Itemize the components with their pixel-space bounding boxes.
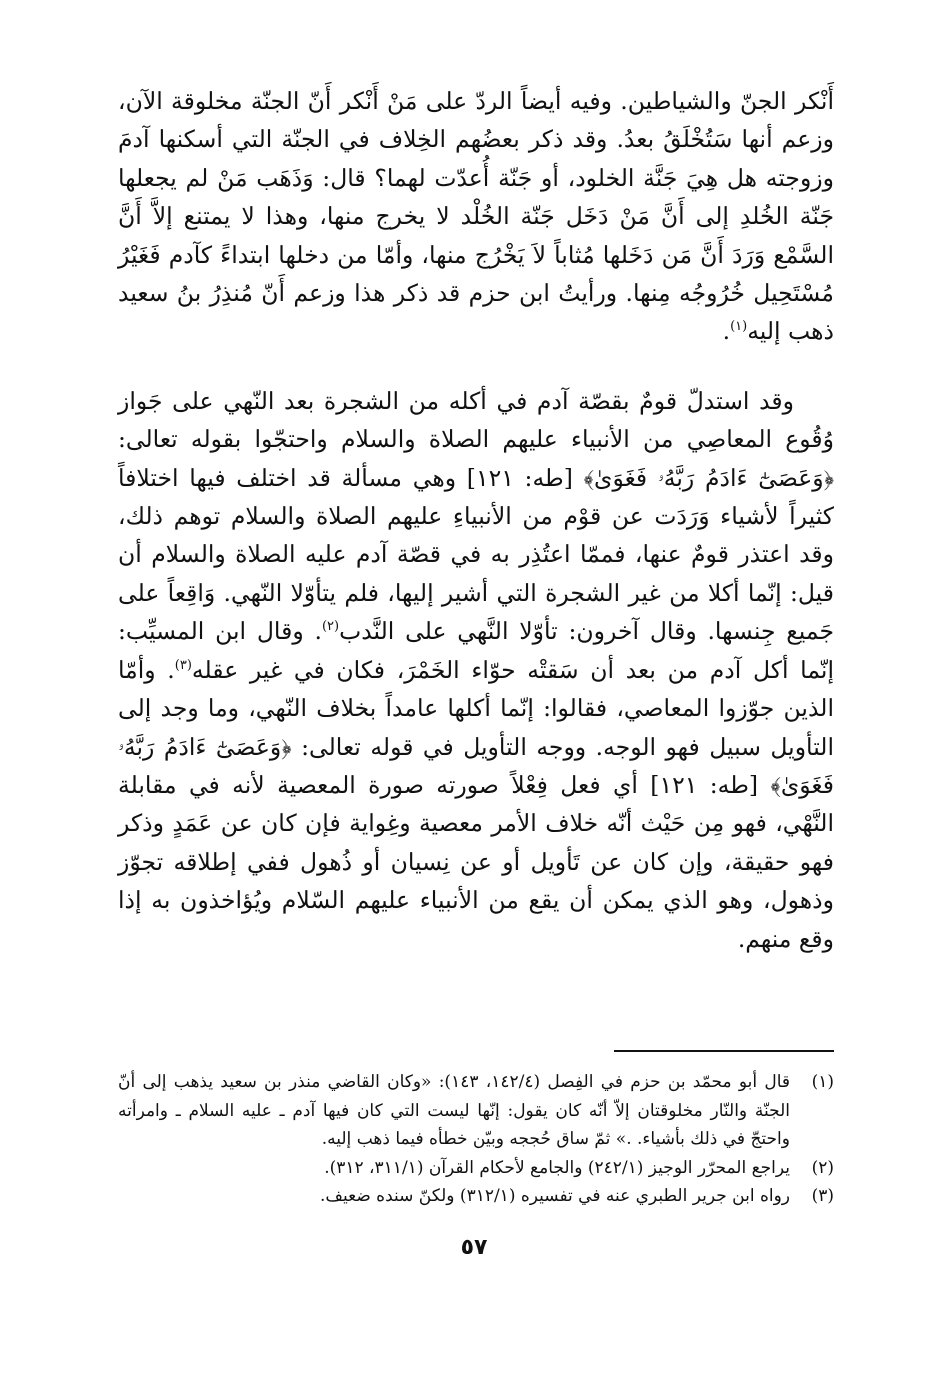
footnote-1 [118, 1068, 834, 1154]
footnote-text: رواه ابن جرير الطبري عنه في تفسيره (٣١٢/١) ولكنّ سنده ضعيف. [320, 1186, 790, 1206]
paragraph-2-text-c: . وأمّا الذين جوّزوا المعاصي، فقالوا: إنّما أكلها عامداً بخلاف النّهي، وما وجد إلى التأويل سبيل فهو الوجه. ووجه التأويل في قوله تعالى: ﴿وَعَصَىٰٓ ءَادَمُ رَبَّهُۥ فَغَوَىٰ﴾ [طه: ١٢١] أي فعل فِعْلاً صورته صورة المعصية لأنه في مقابلة النَّهْي، فهو مِن حَيْث أنّه خلاف الأمر معصية وغِواية فإن كان عن عَمَدٍ وذكر فهو حقيقة، وإن كان عن تَأويل أو عن نِسيان أو ذُهول ففي إطلاقه تجوّز وذهول، وهو الذي يمكن أن يقع من الأنبياء عليهم السّلام ويُؤاخذون به إذا وقع منهم. [118, 655, 835, 953]
paragraph-2-text-a: وقد استدلّ قومٌ بقصّة آدم في أكله من الشجرة بعد النّهي على جَواز وُقُوع المعاصِي من الأنبياء عليهم الصلاة والسلام واحتجّوا بقوله تعالى: ﴿وَعَصَىٰٓ ءَادَمُ رَبَّهُۥ فَغَوَىٰ﴾ [طه: ١٢١] وهي مسألة قد اختلف فيها اختلافاً كثيراً لأشياء وَرَدَت عن قوْم من الأنبياءِ عليهم الصلاة والسلام توهم ذلك، وقد اعتذر قومٌ عنها، فممّا اعتُذِر به في قصّة آدم عليه الصلاة والسلام أن قيل: إنّما أكلا من غير الشجرة التي أشير إليها، فلم يتأوّلا النّهي. وَاقِعاً على جَميع جِنسها. وقال آخرون: تأوّلا النَّهي على النَّدب [118, 386, 834, 646]
footnote-ref-1: (١) [730, 319, 748, 335]
footnotes [118, 1068, 834, 1211]
paragraph-2-text-b: . وقال ابن المسيِّب: إنّما أكل آدم من بعد أن سَقتْه حوّاء الخَمْرَ، فكان في غير عقله [118, 617, 834, 684]
paragraph-2 [118, 382, 834, 958]
footnote-number: (١) [811, 1072, 834, 1092]
footnote-text: قال أبو محمّد بن حزم في الفِصل (١٤٢/٤، ١٤٣): «وكان القاضي منذر بن سعيد يذهب إلى أنّ الجنّة والنّار مخلوقتان إلاّ أنّه كان يقول: إنّها ليست التي كان فيها آدم ـ عليه السلام ـ وامرأته واحتجّ في ذلك بأشياء. .» ثمّ ساق حُججه وبيّن خطأه فيما ذهب إليه. [118, 1072, 790, 1149]
footnote-3 [118, 1182, 834, 1211]
footnote-number: (٣) [811, 1186, 834, 1206]
footnote-number: (٢) [811, 1157, 834, 1178]
main-text [118, 82, 834, 958]
footnote-ref-2: (٢) [321, 619, 340, 635]
footnote-2 [118, 1154, 834, 1183]
paragraph-1: أَنْكر الجنّ والشياطين. وفيه أيضاً الردّ على مَنْ أَنْكر أَنّ الجنّة مخلوقة الآن، وزعم أنها سَتُخْلَقُ بعدُ. وقد ذكر بعضُهم الخِلاف في الجنّة التي أسكنها آدمَ وزوجته هل هِيَ جَنَّة الخلود، أو جَنّة أُعدّت لهما؟ قال: وَذَهَب مَنْ لم يجعلها جَنّة الخُلدِ إلى أَنَّ مَنْ دَخَل جَنّة الخُلْد لا يخرج منها، وهذا لا يمتنع إلاَّ أَنَّ السَّمْع وَرَدَ أَنَّ مَن دَخَلها مُثاباً لاَ يَخْرُج منها، وأمّا من دخلها ابتداءً كآدم فَغَيْرُ مُسْتَحِيل خُرُوجُه مِنها. ورأيتُ ابن حزم قد ذكر هذا وزعم أَنّ مُنذِرُ بنُ سعيد ذهب إليه$^{(١)}$. [118, 87, 834, 346]
footnote-text: يراجع المحرّر الوجيز (٢٤٢/١) والجامع لأحكام القرآن (٣١١/١، ٣١٢). [324, 1157, 790, 1178]
page-number: ٥٧ [460, 1235, 488, 1260]
footnote-ref-3: (٣) [174, 657, 192, 673]
footnote-separator [614, 1050, 834, 1052]
paragraph-1-text: أَنْكر الجنّ والشياطين. وفيه أيضاً الردّ على مَنْ أَنْكر أَنّ الجنّة مخلوقة الآن، وزعم أنها سَتُخْلَقُ بعدُ. وقد ذكر بعضُهم الخِلاف في الجنّة التي أسكنها آدمَ وزوجته هل هِيَ جَنَّة الخلود، أو جَنّة أُعدّت لهما؟ قال: وَذَهَب مَنْ لم يجعلها جَنّة الخُلدِ إلى أَنَّ مَنْ دَخَل جَنّة الخُلْد لا يخرج منها، وهذا لا يمتنع إلاَّ أَنَّ السَّمْع وَرَدَ أَنَّ مَن دَخَلها مُثاباً لاَ يَخْرُج منها، وأمّا من دخلها ابتداءً كآدم فَغَيْرُ مُسْتَحِيل خُرُوجُه مِنها. ورأيتُ ابن حزم قد ذكر هذا وزعم أَنّ مُنذِرُ بنُ سعيد ذهب إليه [118, 87, 834, 346]
